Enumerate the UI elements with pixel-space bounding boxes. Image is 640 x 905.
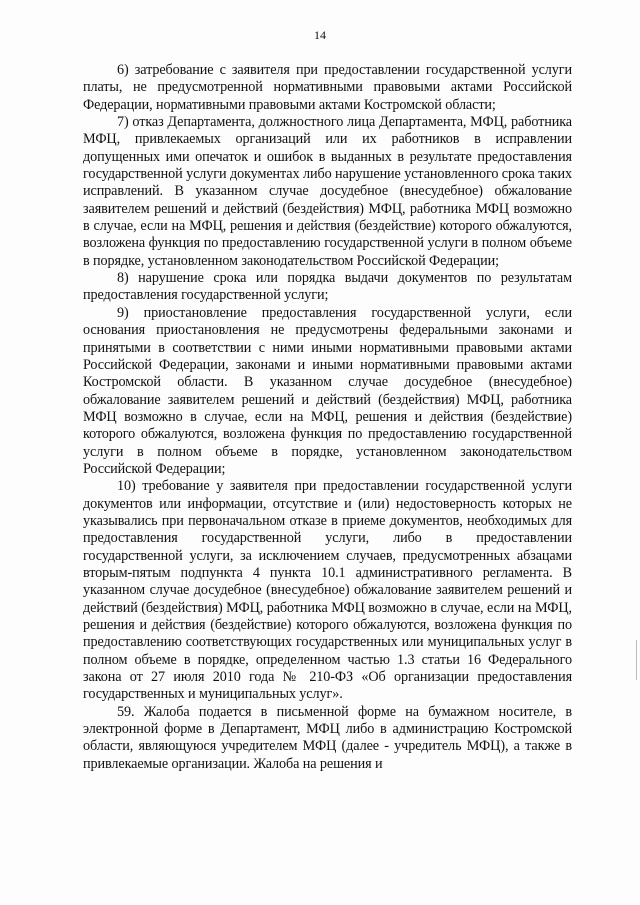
paragraph-clause-59: 59. Жалоба подается в письменной форме на бумажном носителе, в электронной форме в Департамент, МФЦ либо в администрацию Костромской области, являющуюся учредителем МФЦ (далее - учредитель МФЦ), а также в привлекаемые организации. Жалоба на решения и xyxy=(83,703,572,772)
paragraph-item-10: 10) требование у заявителя при предоставлении государственной услуги документов или информации, отсутствие и (или) недостоверность которых не указывались при первоначальном отказе в приеме документов, необходимых для предоставления государственной услуги, либо в предоставлении государственной услуги, за исключением случаев, предусмотренных абзацами вторым-пятым подпункта 4 пункта 10.1 административного регламента. В указанном случае досудебное (внесудебное) обжалование заявителем решений и действий (бездействия) МФЦ, работника МФЦ возможно в случае, если на МФЦ, решения и действия (бездействие) которого обжалуются, возложена функция по предоставлению соответствующих государственных или муниципальных услуг в полном объеме в порядке, определенном частью 1.3 статьи 16 Федерального закона от 27 июля 2010 года № 210-ФЗ «Об организации предоставления государственных и муниципальных услуг». xyxy=(83,478,572,703)
paragraph-item-8: 8) нарушение срока или порядка выдачи документов по результатам предоставления государственной услуги; xyxy=(83,270,572,304)
paragraph-item-7: 7) отказ Департамента, должностного лица Департамента, МФЦ, работника МФЦ, привлекаемых организаций или их работников в исправлении допущенных ими опечаток и ошибок в выданных в результате предоставления государственной услуги документах либо нарушение установленного срока таких исправлений. В указанном случае досудебное (внесудебное) обжалование заявителем решений и действий (бездействия) МФЦ, работника МФЦ возможно в случае, если на МФЦ, решения и действия (бездействие) которого обжалуются, возложена функция по предоставлению государственной услуги в полном объеме в порядке, установленном законодательством Российской Федерации; xyxy=(83,114,572,269)
page-number: 14 xyxy=(314,28,326,42)
paragraph-item-9: 9) приостановление предоставления государственной услуги, если основания приостановления не предусмотрены федеральными законами и принятыми в соответствии с ними иными нормативными правовыми актами Российской Федерации, законами и иными нормативными правовыми актами Костромской области. В указанном случае досудебное (внесудебное) обжалование заявителем решений и действий (бездействия) МФЦ, работника МФЦ возможно в случае, если на МФЦ, решения и действия (бездействие) которого обжалуются, возложена функция по предоставлению государственной услуги в полном объеме в порядке, установленном законодательством Российской Федерации; xyxy=(83,304,572,477)
document-body xyxy=(83,62,572,773)
scan-edge-mark xyxy=(636,640,637,680)
paragraph-item-6: 6) затребование с заявителя при предоставлении государственной услуги платы, не предусмотренной нормативными правовыми актами Российской Федерации, нормативными правовыми актами Костромской области; xyxy=(83,62,572,113)
